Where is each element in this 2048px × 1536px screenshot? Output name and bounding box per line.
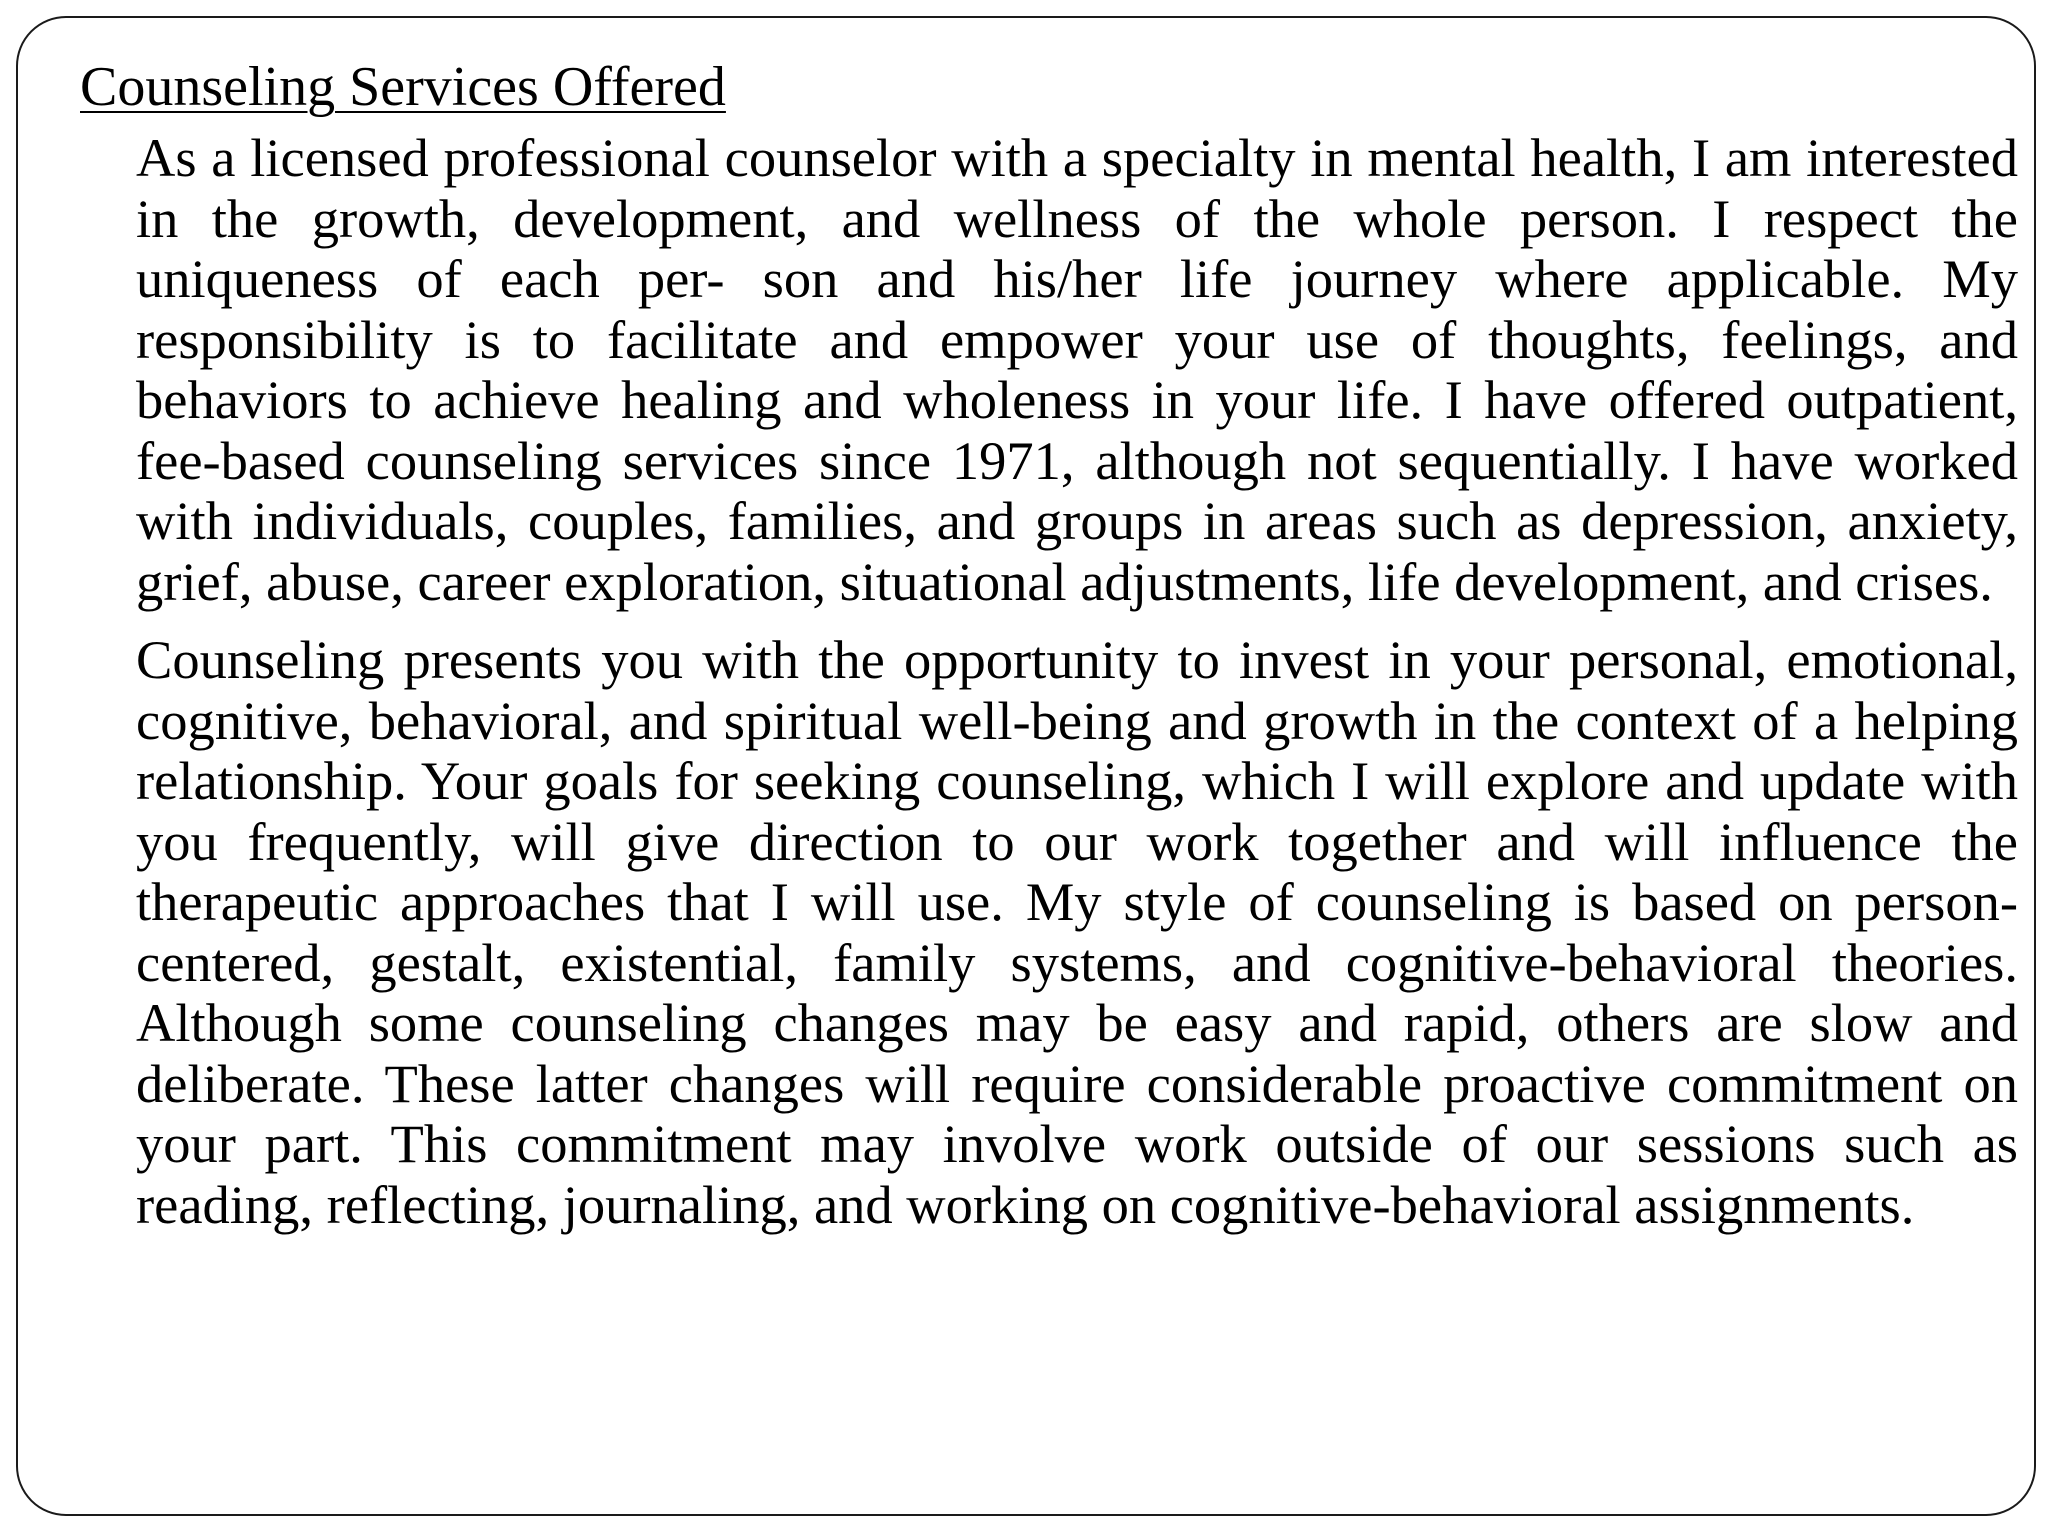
slide-frame xyxy=(16,16,2036,1516)
slide-content xyxy=(80,56,2020,1253)
slide-heading: Counseling Services Offered xyxy=(80,56,726,118)
paragraph-counseling-approach: Counseling presents you with the opportunity to invest in your personal, emotional, cognitive, behavioral, and spiritual well-being and growth in the context of a helping relationship. Your goals for seeking counseling, which I will explore and update with you frequently, will give direction to our work together and will influence the therapeutic approaches that I will use. My style of counseling is based on person-centered, gestalt, existential, family systems, and cognitive-behavioral theories. Although some counseling changes may be easy and rapid, others are slow and deliberate. These latter changes will require considerable proactive commitment on your part. This commitment may involve work outside of our sessions such as reading, reflecting, journaling, and working on cognitive-behavioral assignments. xyxy=(136,629,2018,1235)
paragraph-services-intro: As a licensed professional counselor with a specialty in mental health, I am interested in the growth, development, and wellness of the whole person. I respect the uniqueness of each per- son and his/her life journey where applicable. My responsibility is to facilitate and empower your use of thoughts, feelings, and behaviors to achieve healing and wholeness in your life. I have offered outpatient, fee-based counseling services since 1971, although not sequentially. I have worked with individuals, couples, families, and groups in areas such as depression, anxiety, grief, abuse, career exploration, situational adjustments, life development, and crises. xyxy=(136,127,2018,612)
